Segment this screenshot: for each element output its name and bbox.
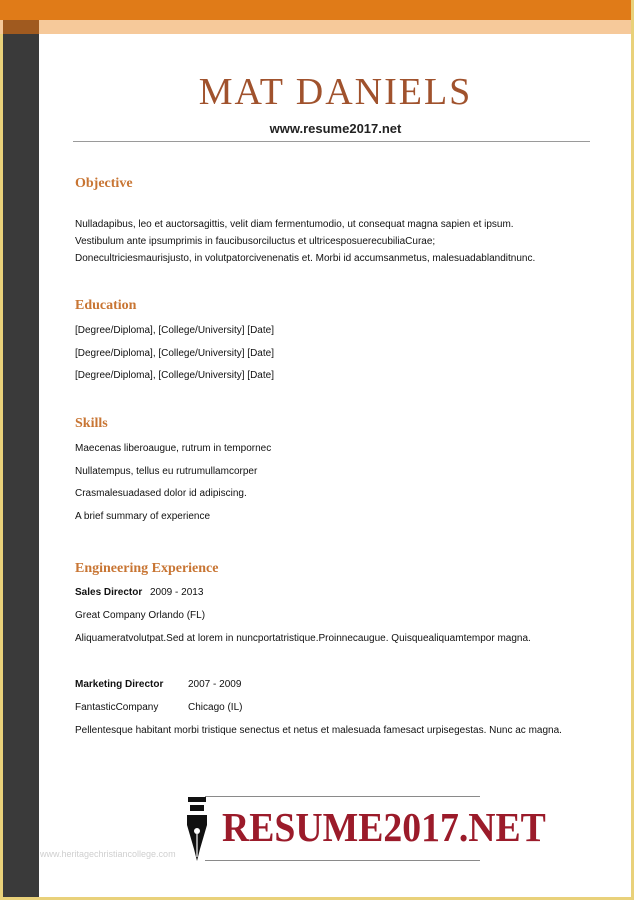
objective-line-2: Vestibulum ante ipsumprimis in faucibusorciluctus et ultricesposuerecubiliaCurae; [75, 236, 436, 247]
job-1-company-line [75, 607, 205, 624]
job-1-header [75, 584, 203, 601]
resume-website: www.resume2017.net [269, 121, 402, 136]
skill-item-4: A brief summary of experience [75, 511, 211, 522]
skill-item-3: Crasmalesuadased dolor id adipiscing. [75, 488, 247, 499]
top-accent-bar [0, 0, 634, 20]
job-2-location: Chicago (IL) [188, 702, 243, 713]
left-sidebar-bar [3, 20, 39, 898]
job-1-description: Aliquameratvolutpat.Sed at lorem in nuncportatristique.Proinnecaugue. Quisquealiquamtempor magna. [75, 633, 531, 644]
education-item-2: [Degree/Diploma], [College/University] [Date] [75, 348, 274, 359]
job-1-dates: 2009 - 2013 [150, 587, 204, 598]
job-2-dates: 2007 - 2009 [188, 679, 242, 690]
job-2-company-line [75, 699, 242, 716]
logo-rule-top [205, 796, 480, 797]
objective-line-3: Donecultriciesmaurisjusto, in volutpatorcivenenatis et. Morbi id accumsanmetus, malesuadablanditnunc. [75, 253, 536, 264]
skills-heading: Skills [75, 416, 108, 431]
top-accent-band [0, 20, 634, 34]
skill-item-1: Maecenas liberoaugue, rutrum in tempornec [75, 443, 272, 454]
logo-wordmark: RESUME2017.NET [222, 804, 546, 850]
job-1-company: Great Company [75, 610, 146, 621]
left-sidebar-cap [3, 20, 39, 34]
job-2-title: Marketing Director [75, 679, 164, 690]
education-item-3: [Degree/Diploma], [College/University] [Date] [75, 370, 274, 381]
objective-heading: Objective [75, 176, 133, 191]
job-2-header [75, 676, 241, 693]
watermark-text: www.heritagechristiancollege.com [40, 849, 176, 859]
resume-name: MAT DANIELS [198, 71, 473, 113]
objective-line-1: Nulladapibus, leo et auctorsagittis, velit diam fermentumodio, ut consequat magna sapien et ipsum. [75, 219, 514, 230]
education-item-1: [Degree/Diploma], [College/University] [Date] [75, 325, 274, 336]
header-divider [73, 141, 590, 142]
fountain-pen-icon [184, 797, 210, 863]
job-1-title: Sales Director [75, 587, 143, 598]
logo-rule-bottom [205, 860, 480, 861]
job-2-company: FantasticCompany [75, 702, 159, 713]
skill-item-2: Nullatempus, tellus eu rutrumullamcorper [75, 466, 258, 477]
education-heading: Education [75, 298, 137, 313]
job-2-description: Pellentesque habitant morbi tristique senectus et netus et malesuada famesact urpisegestas. Nunc ac magna. [75, 725, 562, 736]
experience-heading: Engineering Experience [75, 561, 219, 576]
job-1-location: Orlando (FL) [148, 610, 206, 621]
